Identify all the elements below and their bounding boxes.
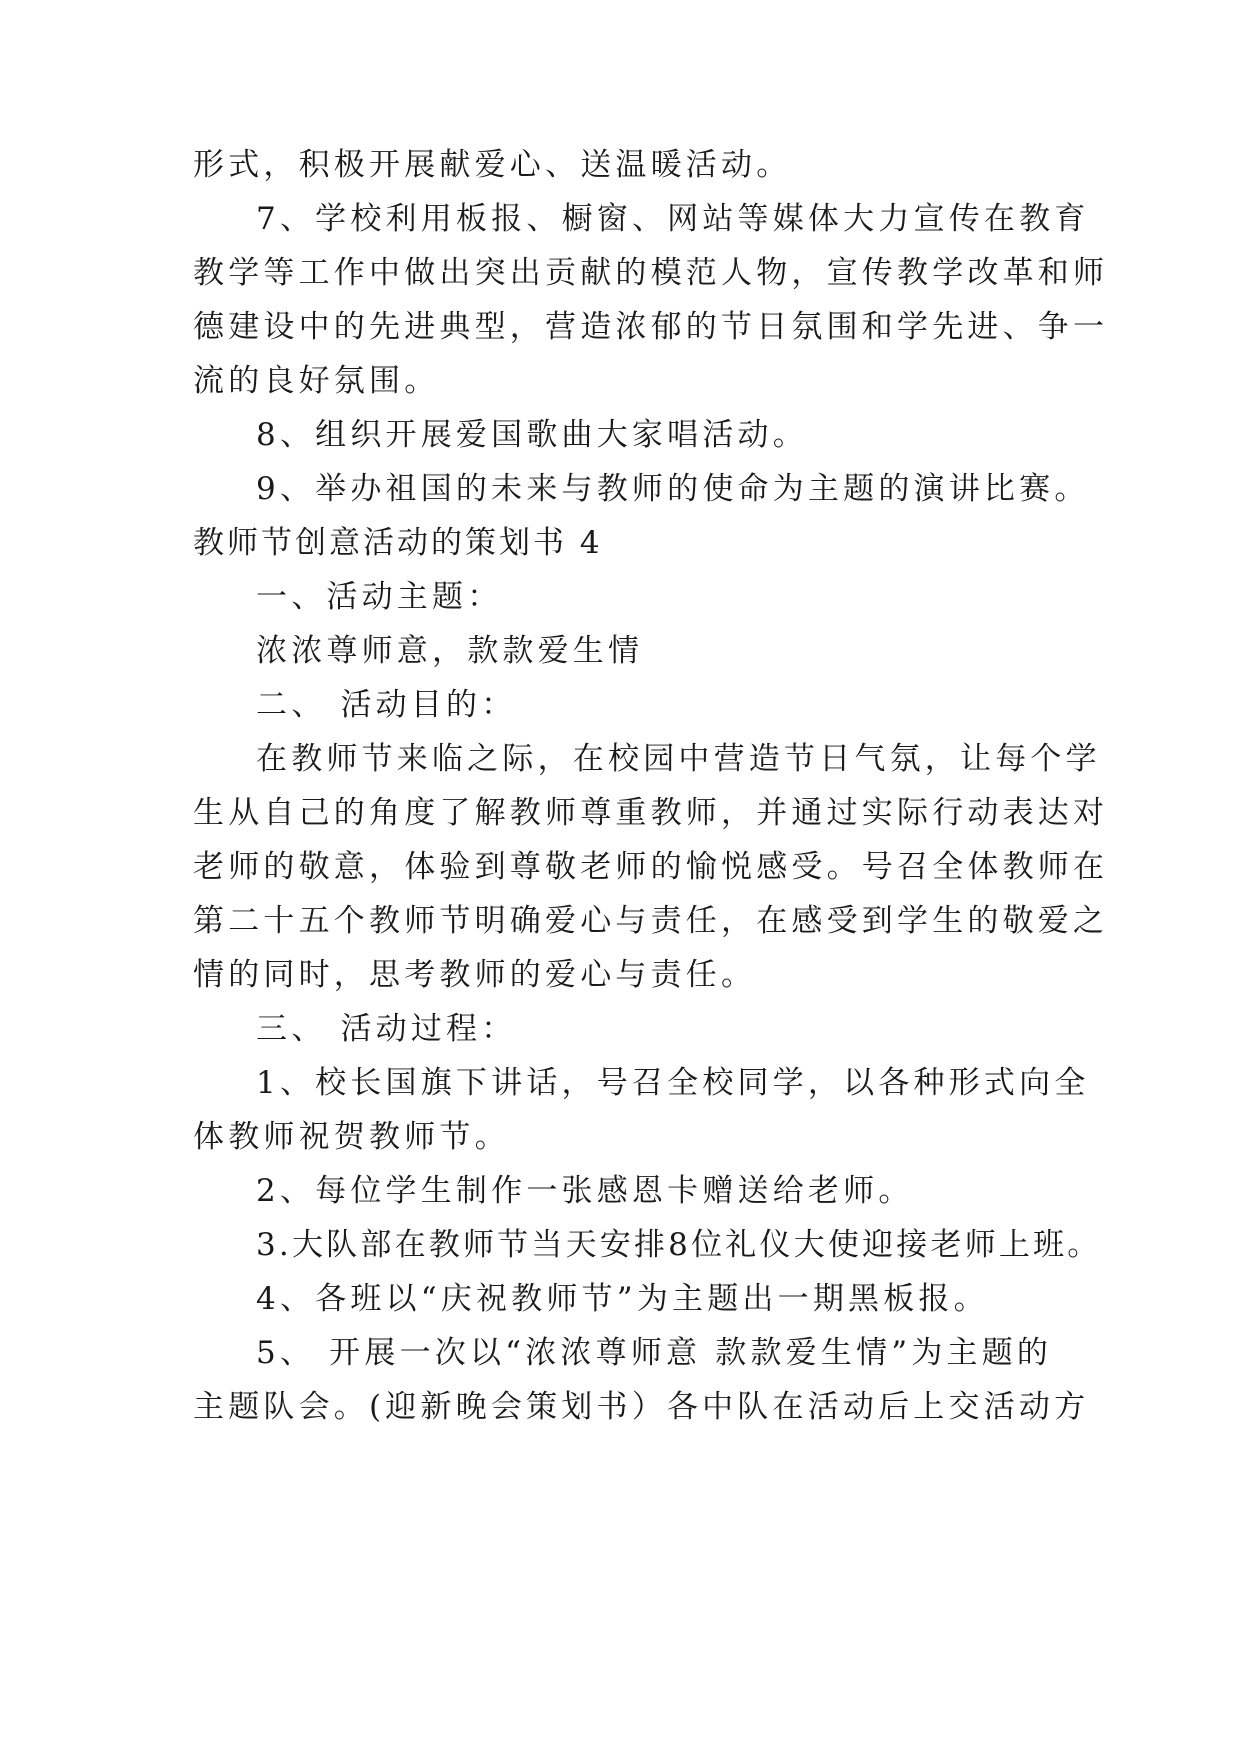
text-line: 形式，积极开展献爱心、送温暖活动。	[193, 147, 792, 183]
text-line: 主题队会。(迎新晚会策划书）各中队在活动后上交活动方	[193, 1389, 1090, 1425]
text-line: 三、 活动过程：	[256, 1011, 517, 1047]
text-line: 浓浓尊师意，款款爱生情	[256, 633, 644, 669]
text-line: 2、每位学生制作一张感恩卡赠送给老师。	[256, 1173, 914, 1209]
text-line: 9、举办祖国的未来与教师的使命为主题的演讲比赛。	[256, 471, 1090, 507]
section-heading: 教师节创意活动的策划书 4	[193, 525, 603, 561]
text-line: 德建设中的先进典型，营造浓郁的节日氛围和学先进、争一	[193, 309, 1109, 345]
text-line: 3.大队部在教师节当天安排8位礼仪大使迎接老师上班。	[256, 1227, 1102, 1263]
text-line: 教学等工作中做出突出贡献的模范人物，宣传教学改革和师	[193, 255, 1109, 291]
text-line: 7、学校利用板报、橱窗、网站等媒体大力宣传在教育	[256, 201, 1090, 237]
text-line: 二、 活动目的：	[256, 687, 517, 723]
text-line: 体教师祝贺教师节。	[193, 1119, 510, 1155]
text-line: 5、 开展一次以“浓浓尊师意 款款爱生情”为主题的	[256, 1335, 1053, 1371]
text-line: 流的良好氛围。	[193, 363, 440, 399]
text-line: 情的同时，思考教师的爱心与责任。	[193, 957, 757, 993]
text-line: 第二十五个教师节明确爱心与责任，在感受到学生的敬爱之	[193, 903, 1109, 939]
text-line: 4、各班以“庆祝教师节”为主题出一期黑板报。	[256, 1281, 989, 1317]
text-line: 一、活动主题：	[256, 579, 503, 615]
text-line: 生从自己的角度了解教师尊重教师，并通过实际行动表达对	[193, 795, 1109, 831]
text-line: 1、校长国旗下讲话，号召全校同学，以各种形式向全	[256, 1065, 1090, 1101]
text-line: 老师的敬意，体验到尊敬老师的愉悦感受。号召全体教师在	[193, 849, 1109, 885]
text-line: 在教师节来临之际，在校园中营造节日气氛，让每个学	[256, 741, 1101, 777]
text-line: 8、组织开展爱国歌曲大家唱活动。	[256, 417, 808, 453]
